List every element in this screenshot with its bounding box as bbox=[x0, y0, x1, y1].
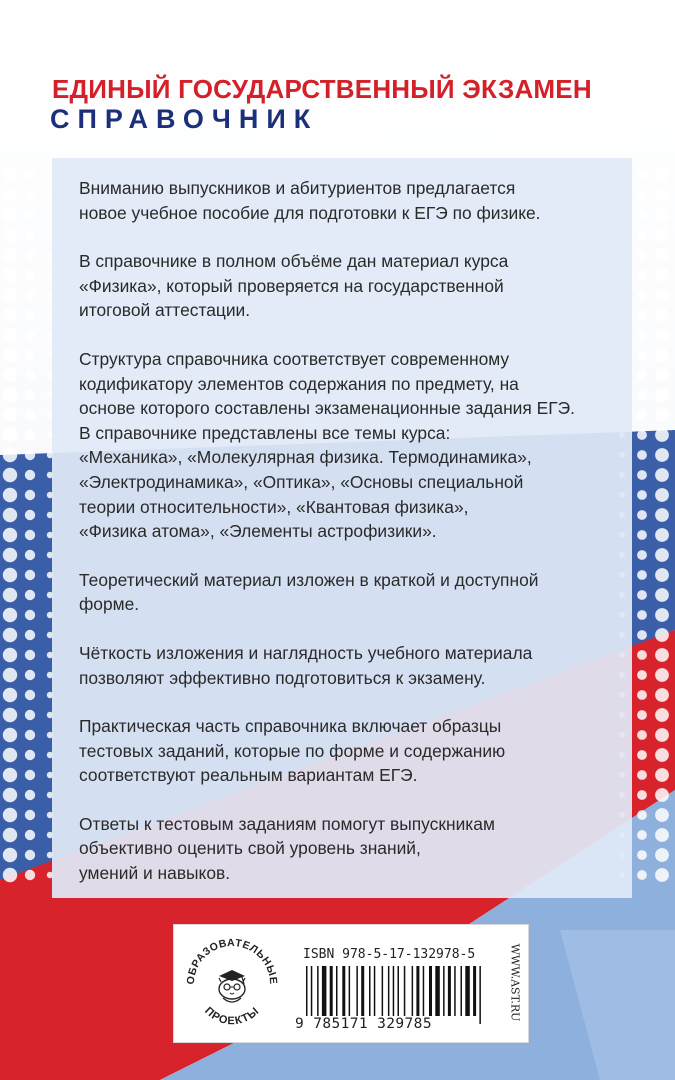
halftone-dot bbox=[655, 348, 669, 362]
halftone-dot bbox=[637, 810, 647, 820]
halftone-dot bbox=[3, 308, 17, 322]
halftone-dot bbox=[637, 330, 647, 340]
halftone-dot bbox=[3, 628, 17, 642]
halftone-dot bbox=[637, 750, 647, 760]
halftone-dot bbox=[655, 508, 669, 522]
barcode-bar bbox=[349, 966, 351, 1016]
halftone-dot bbox=[637, 270, 647, 280]
barcode-bar bbox=[382, 966, 384, 1016]
halftone-dot bbox=[3, 388, 17, 402]
barcode-bar bbox=[369, 966, 371, 1016]
halftone-dot bbox=[25, 410, 35, 420]
barcode-bar bbox=[435, 966, 440, 1016]
book-title: СПРАВОЧНИК bbox=[50, 104, 319, 134]
halftone-dot bbox=[25, 170, 35, 180]
halftone-dot bbox=[637, 490, 647, 500]
annotation-paragraph: Теоретический материал изложен в краткой и доступной форме. bbox=[79, 569, 539, 615]
halftone-dot bbox=[3, 848, 17, 862]
halftone-dot bbox=[25, 390, 35, 400]
halftone-dot bbox=[3, 788, 17, 802]
halftone-dot bbox=[3, 748, 17, 762]
halftone-dot bbox=[25, 270, 35, 280]
halftone-dot bbox=[3, 208, 17, 222]
barcode-bar bbox=[454, 966, 456, 1016]
halftone-dot bbox=[637, 870, 647, 880]
barcode-bar bbox=[398, 966, 400, 1016]
halftone-dot bbox=[25, 230, 35, 240]
halftone-dot bbox=[3, 868, 17, 882]
barcode-bar bbox=[461, 966, 463, 1016]
barcode-bar bbox=[448, 966, 451, 1016]
halftone-dot bbox=[637, 470, 647, 480]
annotation-paragraph: Практическая часть справочника включает образцы тестовых заданий, которые по форме и содержанию соответствуют реальным вариантам ЕГЭ. bbox=[79, 716, 506, 786]
halftone-dot bbox=[637, 730, 647, 740]
series-title: ЕДИНЫЙ ГОСУДАРСТВЕННЫЙ ЭКЗАМЕН bbox=[52, 74, 592, 104]
barcode-bar bbox=[388, 966, 390, 1016]
halftone-dot bbox=[637, 350, 647, 360]
halftone-dot bbox=[655, 848, 669, 862]
isbn-number: ISBN 978-5-17-132978-5 bbox=[303, 947, 476, 962]
halftone-dot bbox=[3, 548, 17, 562]
halftone-dot bbox=[25, 330, 35, 340]
halftone-dot bbox=[637, 410, 647, 420]
halftone-dot bbox=[25, 590, 35, 600]
halftone-dot bbox=[655, 408, 669, 422]
halftone-dot bbox=[25, 870, 35, 880]
halftone-dot bbox=[637, 230, 647, 240]
halftone-dot bbox=[655, 668, 669, 682]
halftone-dot bbox=[655, 188, 669, 202]
halftone-dot bbox=[637, 210, 647, 220]
barcode-bar bbox=[465, 966, 470, 1016]
halftone-dot bbox=[637, 590, 647, 600]
halftone-dot bbox=[3, 408, 17, 422]
halftone-dot bbox=[655, 548, 669, 562]
halftone-dot bbox=[3, 508, 17, 522]
halftone-dot bbox=[655, 308, 669, 322]
halftone-dot bbox=[655, 288, 669, 302]
halftone-dot bbox=[3, 768, 17, 782]
halftone-dot bbox=[655, 828, 669, 842]
halftone-dot bbox=[25, 650, 35, 660]
halftone-dot bbox=[637, 790, 647, 800]
halftone-dot bbox=[655, 588, 669, 602]
halftone-dot bbox=[655, 768, 669, 782]
halftone-dot bbox=[3, 348, 17, 362]
halftone-dot bbox=[25, 730, 35, 740]
halftone-dot bbox=[25, 250, 35, 260]
annotation-paragraph: Структура справочника соответствует современному кодификатору элементов содержания по предмету, на основе которого составлены экзаменационные задания ЕГЭ. В справочнике представлены все темы курса: «Механика», «Молекулярная физика. Термодинамика», «Электродинамика», «Оптика», «Основы специальной теории относительности», «Квантовая физика», «Физика атома», «Элементы астрофизики». bbox=[79, 348, 575, 542]
halftone-dot bbox=[25, 750, 35, 760]
halftone-dot bbox=[637, 290, 647, 300]
halftone-dot bbox=[3, 588, 17, 602]
halftone-dot bbox=[3, 168, 17, 182]
halftone-dot bbox=[655, 168, 669, 182]
barcode-bar bbox=[423, 966, 425, 1016]
halftone-dot bbox=[655, 268, 669, 282]
publisher-website: WWW.AST.RU bbox=[508, 943, 522, 1022]
halftone-dot bbox=[637, 670, 647, 680]
halftone-dot bbox=[637, 370, 647, 380]
halftone-dot bbox=[637, 690, 647, 700]
svg-text:ПРОЕКТЫ bbox=[202, 1005, 262, 1027]
barcode-bar bbox=[356, 966, 358, 1016]
halftone-dot bbox=[3, 488, 17, 502]
halftone-dot bbox=[655, 728, 669, 742]
barcode-bar bbox=[322, 966, 327, 1016]
halftone-dot bbox=[3, 328, 17, 342]
barcode-bar bbox=[393, 966, 395, 1016]
halftone-dot bbox=[655, 868, 669, 882]
barcode-bar bbox=[317, 966, 319, 1016]
halftone-dot bbox=[25, 850, 35, 860]
halftone-dot bbox=[3, 528, 17, 542]
halftone-dot bbox=[25, 370, 35, 380]
halftone-dot bbox=[637, 390, 647, 400]
halftone-dot bbox=[637, 830, 647, 840]
halftone-dot bbox=[3, 288, 17, 302]
barcode-bar bbox=[374, 966, 376, 1016]
halftone-dot bbox=[655, 228, 669, 242]
halftone-dot bbox=[25, 350, 35, 360]
barcode-bar bbox=[412, 966, 414, 1016]
halftone-dot bbox=[637, 550, 647, 560]
halftone-dot bbox=[637, 190, 647, 200]
halftone-dot bbox=[655, 428, 669, 442]
halftone-dot bbox=[655, 808, 669, 822]
halftone-dot bbox=[25, 830, 35, 840]
logo-bottom-text: ПРОЕКТЫ bbox=[202, 1004, 262, 1028]
halftone-dot bbox=[3, 428, 17, 442]
halftone-dot bbox=[655, 388, 669, 402]
halftone-dot bbox=[655, 708, 669, 722]
halftone-dot bbox=[655, 448, 669, 462]
barcode-digits: 9 785171 329785 bbox=[295, 1016, 432, 1032]
halftone-dot bbox=[25, 190, 35, 200]
halftone-dot bbox=[25, 770, 35, 780]
barcode-bar bbox=[479, 966, 481, 1024]
halftone-dot bbox=[637, 770, 647, 780]
logo-top-text: ОБРАЗОВАТЕЛЬНЫЕ bbox=[184, 936, 280, 985]
halftone-dot bbox=[637, 530, 647, 540]
halftone-dot bbox=[25, 290, 35, 300]
halftone-dot bbox=[655, 248, 669, 262]
halftone-dot bbox=[3, 688, 17, 702]
halftone-dot bbox=[637, 430, 647, 440]
halftone-dot bbox=[637, 850, 647, 860]
halftone-dot bbox=[25, 690, 35, 700]
halftone-dot bbox=[25, 810, 35, 820]
halftone-dot bbox=[655, 368, 669, 382]
halftone-dot bbox=[3, 668, 17, 682]
halftone-dot bbox=[3, 708, 17, 722]
halftone-dot bbox=[655, 208, 669, 222]
halftone-dot bbox=[25, 450, 35, 460]
halftone-dot bbox=[637, 570, 647, 580]
halftone-dot bbox=[25, 470, 35, 480]
halftone-dot bbox=[637, 510, 647, 520]
barcode-bar bbox=[416, 966, 419, 1016]
halftone-dot bbox=[655, 568, 669, 582]
halftone-dot bbox=[655, 488, 669, 502]
barcode-bar bbox=[342, 966, 345, 1016]
annotation-paragraph: В справочнике в полном объёме дан материал курса «Физика», который проверяется на государственной итоговой аттестации. bbox=[79, 251, 509, 321]
halftone-dot bbox=[3, 568, 17, 582]
halftone-dot bbox=[3, 248, 17, 262]
halftone-dot bbox=[3, 828, 17, 842]
halftone-dot bbox=[655, 608, 669, 622]
annotation-paragraph: Вниманию выпускников и абитуриентов предлагается новое учебное пособие для подготовки к ЕГЭ по физике. bbox=[79, 178, 541, 223]
halftone-dot bbox=[637, 450, 647, 460]
halftone-dot bbox=[25, 530, 35, 540]
barcode-bar bbox=[336, 966, 338, 1016]
barcode-bar bbox=[330, 966, 333, 1016]
halftone-dot bbox=[25, 570, 35, 580]
halftone-dot bbox=[25, 550, 35, 560]
halftone-dot bbox=[637, 170, 647, 180]
halftone-dot bbox=[637, 630, 647, 640]
halftone-dot bbox=[25, 210, 35, 220]
halftone-dot bbox=[637, 610, 647, 620]
halftone-dot bbox=[3, 608, 17, 622]
halftone-dot bbox=[3, 448, 17, 462]
annotation-paragraph: Чёткость изложения и наглядность учебного материала позволяют эффективно подготовиться к экзамену. bbox=[79, 642, 533, 688]
halftone-dot bbox=[25, 490, 35, 500]
barcode-bar bbox=[404, 966, 406, 1016]
barcode-bar bbox=[429, 966, 432, 1016]
halftone-dot bbox=[3, 808, 17, 822]
halftone-dot bbox=[25, 710, 35, 720]
cat-mascot-icon bbox=[219, 970, 245, 1002]
halftone-dot bbox=[637, 310, 647, 320]
barcode-bar bbox=[473, 966, 476, 1016]
halftone-dot bbox=[637, 710, 647, 720]
halftone-dot bbox=[655, 748, 669, 762]
halftone-dot bbox=[3, 648, 17, 662]
halftone-dot bbox=[655, 528, 669, 542]
halftone-dot bbox=[655, 628, 669, 642]
halftone-dot bbox=[3, 188, 17, 202]
barcode-bar bbox=[361, 966, 364, 1016]
annotation-text bbox=[79, 176, 619, 886]
halftone-dot bbox=[655, 688, 669, 702]
publisher-logo bbox=[176, 926, 288, 1038]
halftone-dot bbox=[25, 630, 35, 640]
barcode-bar bbox=[443, 966, 445, 1016]
annotation-paragraph: Ответы к тестовым заданиям помогут выпускникам объективно оценить свой уровень знаний, умений и навыков. bbox=[79, 813, 495, 884]
halftone-dot bbox=[25, 610, 35, 620]
halftone-dot bbox=[655, 328, 669, 342]
halftone-dot bbox=[3, 228, 17, 242]
halftone-dot bbox=[3, 468, 17, 482]
halftone-dot bbox=[637, 650, 647, 660]
halftone-dot bbox=[25, 310, 35, 320]
halftone-dot bbox=[3, 728, 17, 742]
halftone-dot bbox=[25, 510, 35, 520]
halftone-dot bbox=[3, 268, 17, 282]
halftone-dot bbox=[655, 648, 669, 662]
halftone-dot bbox=[655, 788, 669, 802]
halftone-dot bbox=[655, 468, 669, 482]
halftone-dot bbox=[3, 368, 17, 382]
halftone-dot bbox=[637, 250, 647, 260]
halftone-dot bbox=[25, 790, 35, 800]
halftone-dot bbox=[25, 670, 35, 680]
halftone-dot bbox=[25, 430, 35, 440]
